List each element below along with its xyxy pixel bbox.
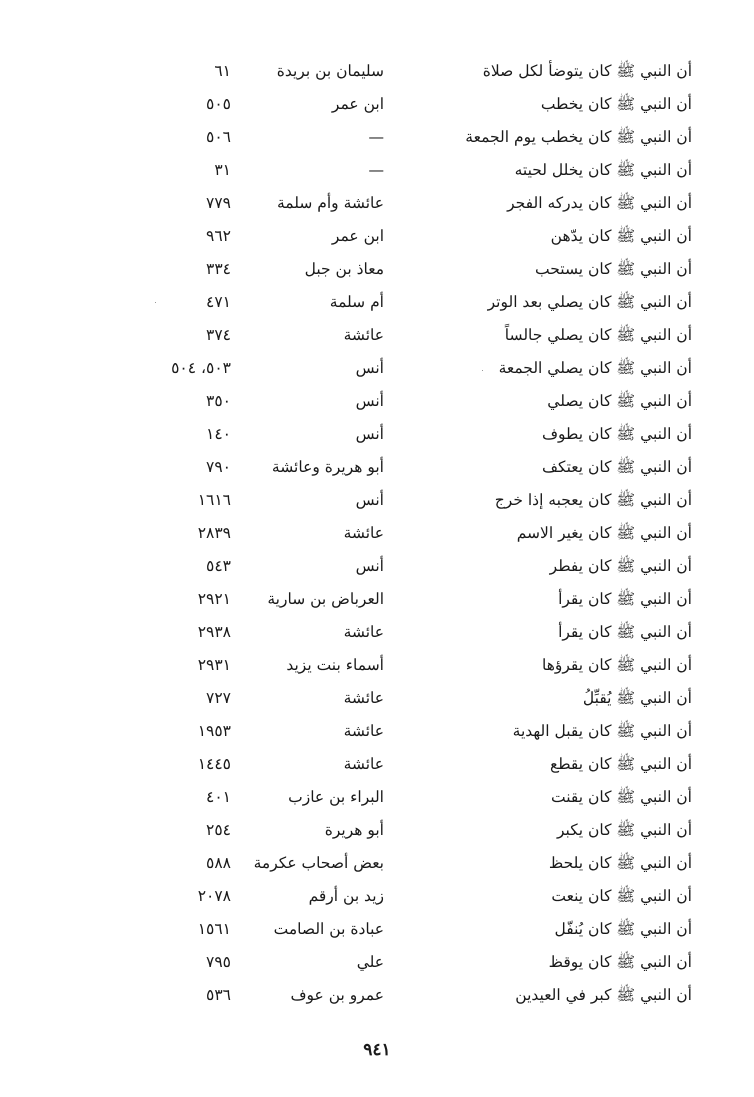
hadith-opening-text: أن النبي ﷺ كان يوقظ	[548, 953, 692, 971]
index-entry	[0, 418, 754, 451]
index-entry	[0, 682, 754, 715]
narrator-name: البراء بن عازب	[288, 788, 384, 806]
narrator-name: —	[368, 128, 384, 146]
hadith-number: ٧٩٥	[206, 953, 231, 971]
narrator-name: عمرو بن عوف	[290, 986, 384, 1004]
narrator-name: أم سلمة	[329, 293, 384, 311]
narrator-name: عائشة	[343, 722, 384, 740]
narrator-name: عائشة	[343, 524, 384, 542]
hadith-opening-text: أن النبي ﷺ كان يقرأ	[558, 623, 692, 641]
index-entry	[0, 748, 754, 781]
narrator-name: ابن عمر	[331, 95, 384, 113]
hadith-number: ٣٧٤	[206, 326, 231, 344]
index-entry	[0, 847, 754, 880]
index-entry	[0, 88, 754, 121]
narrator-name: عائشة	[343, 326, 384, 344]
index-entry	[0, 616, 754, 649]
narrator-name: ابن عمر	[331, 227, 384, 245]
hadith-number: ٥٤٣	[206, 557, 231, 575]
hadith-number: ١٤٤٥	[197, 755, 231, 773]
hadith-opening-text: أن النبي ﷺ كان يخطب يوم الجمعة	[465, 128, 692, 146]
hadith-opening-text: أن النبي ﷺ كان يتوضأ لكل صلاة	[482, 62, 692, 80]
hadith-opening-text: أن النبي ﷺ كان يصلي بعد الوتر	[487, 293, 692, 311]
hadith-number: ٥٨٨	[206, 854, 231, 872]
narrator-name: سليمان بن بريدة	[276, 62, 384, 80]
narrator-name: عبادة بن الصامت	[273, 920, 384, 938]
hadith-number: ٤٠١	[206, 788, 231, 806]
hadith-opening-text: أن النبي ﷺ يُقبِّلُ	[582, 689, 692, 707]
narrator-name: —	[368, 161, 384, 179]
hadith-opening-text: أن النبي ﷺ كان ينعت	[551, 887, 692, 905]
index-entry	[0, 352, 754, 385]
scan-speck	[155, 302, 156, 303]
hadith-opening-text: أن النبي ﷺ كان يقطع	[549, 755, 692, 773]
index-entry	[0, 913, 754, 946]
narrator-name: معاذ بن جبل	[304, 260, 384, 278]
hadith-opening-text: أن النبي ﷺ كان يقرؤها	[542, 656, 692, 674]
index-entry	[0, 880, 754, 913]
index-entry	[0, 583, 754, 616]
hadith-number: ٣١	[214, 161, 231, 179]
narrator-name: أنس	[355, 491, 384, 509]
hadith-opening-text: أن النبي ﷺ كان يصلي	[547, 392, 692, 410]
hadith-number: ٧٩٠	[206, 458, 231, 476]
narrator-name: أبو هريرة	[324, 821, 384, 839]
index-entry	[0, 154, 754, 187]
hadith-number: ٧٢٧	[206, 689, 231, 707]
index-entry	[0, 517, 754, 550]
hadith-opening-text: أن النبي ﷺ كان يكبر	[556, 821, 692, 839]
hadith-opening-text: أن النبي ﷺ كان يفطر	[549, 557, 692, 575]
narrator-name: زيد بن أرقم	[308, 887, 384, 905]
hadith-number: ١٩٥٣	[197, 722, 231, 740]
hadith-opening-text: أن النبي ﷺ كان يُنفّل	[554, 920, 692, 938]
scan-speck	[482, 370, 483, 371]
index-entry	[0, 946, 754, 979]
hadith-opening-text: أن النبي ﷺ كان يصلي جالساً	[504, 326, 692, 344]
index-entry	[0, 814, 754, 847]
index-entry	[0, 187, 754, 220]
narrator-name: عائشة	[343, 623, 384, 641]
hadith-number: ١٤٠	[206, 425, 231, 443]
hadith-number: ٩٦٢	[206, 227, 231, 245]
hadith-opening-text: أن النبي ﷺ كان يقنت	[551, 788, 692, 806]
index-entry	[0, 55, 754, 88]
hadith-opening-text: أن النبي ﷺ كان يطوف	[541, 425, 692, 443]
hadith-number: ٥٣٦	[206, 986, 231, 1004]
hadith-opening-text: أن النبي ﷺ كبر في العيدين	[515, 986, 692, 1004]
hadith-number: ٢٩٣٨	[197, 623, 231, 641]
narrator-name: عائشة	[343, 689, 384, 707]
hadith-number: ٧٧٩	[206, 194, 231, 212]
index-entry	[0, 451, 754, 484]
page-number: ٩٤١	[363, 1040, 391, 1060]
hadith-opening-text: أن النبي ﷺ كان يخلل لحيته	[514, 161, 692, 179]
hadith-opening-text: أن النبي ﷺ كان يعتكف	[542, 458, 692, 476]
hadith-opening-text: أن النبي ﷺ كان يلحظ	[548, 854, 692, 872]
hadith-index-list	[0, 55, 754, 1012]
hadith-number: ٣٥٠	[206, 392, 231, 410]
narrator-name: بعض أصحاب عكرمة	[253, 854, 384, 872]
hadith-opening-text: أن النبي ﷺ كان يخطب	[540, 95, 692, 113]
hadith-number: ٥٠٦	[206, 128, 231, 146]
narrator-name: عائشة وأم سلمة	[276, 194, 384, 212]
narrator-name: علي	[356, 953, 384, 971]
index-entry	[0, 253, 754, 286]
index-entry	[0, 121, 754, 154]
index-entry	[0, 550, 754, 583]
narrator-name: أسماء بنت يزيد	[286, 656, 384, 674]
hadith-opening-text: أن النبي ﷺ كان يدّهن	[550, 227, 692, 245]
index-entry	[0, 220, 754, 253]
hadith-number: ٥٠٥	[206, 95, 231, 113]
hadith-opening-text: أن النبي ﷺ كان يغير الاسم	[516, 524, 692, 542]
index-entry	[0, 781, 754, 814]
narrator-name: عائشة	[343, 755, 384, 773]
hadith-opening-text: أن النبي ﷺ كان يقرأ	[558, 590, 692, 608]
hadith-number: ٣٣٤	[206, 260, 231, 278]
narrator-name: أنس	[355, 425, 384, 443]
index-entry	[0, 484, 754, 517]
hadith-opening-text: أن النبي ﷺ كان يعجبه إذا خرج	[494, 491, 692, 509]
hadith-number: ٢٥٤	[206, 821, 231, 839]
hadith-number: ٦١	[214, 62, 231, 80]
hadith-number: ٢٩٣١	[197, 656, 231, 674]
index-entry	[0, 649, 754, 682]
index-entry	[0, 385, 754, 418]
index-entry	[0, 715, 754, 748]
hadith-opening-text: أن النبي ﷺ كان يقبل الهدية	[512, 722, 692, 740]
index-entry	[0, 319, 754, 352]
hadith-opening-text: أن النبي ﷺ كان يستحب	[535, 260, 692, 278]
hadith-number: ١٥٦١	[197, 920, 231, 938]
hadith-number: ٢٩٢١	[197, 590, 231, 608]
narrator-name: أنس	[355, 557, 384, 575]
narrator-name: أبو هريرة وعائشة	[271, 458, 384, 476]
narrator-name: أنس	[355, 359, 384, 377]
hadith-number: ٤٧١	[206, 293, 231, 311]
hadith-opening-text: أن النبي ﷺ كان يصلي الجمعة	[498, 359, 692, 377]
narrator-name: العرباض بن سارية	[267, 590, 384, 608]
index-entry	[0, 286, 754, 319]
hadith-number: ٥٠٣، ٥٠٤	[171, 359, 231, 377]
hadith-number: ١٦١٦	[197, 491, 231, 509]
narrator-name: أنس	[355, 392, 384, 410]
hadith-number: ٢٨٣٩	[197, 524, 231, 542]
hadith-number: ٢٠٧٨	[197, 887, 231, 905]
hadith-opening-text: أن النبي ﷺ كان يدركه الفجر	[507, 194, 692, 212]
index-entry	[0, 979, 754, 1012]
